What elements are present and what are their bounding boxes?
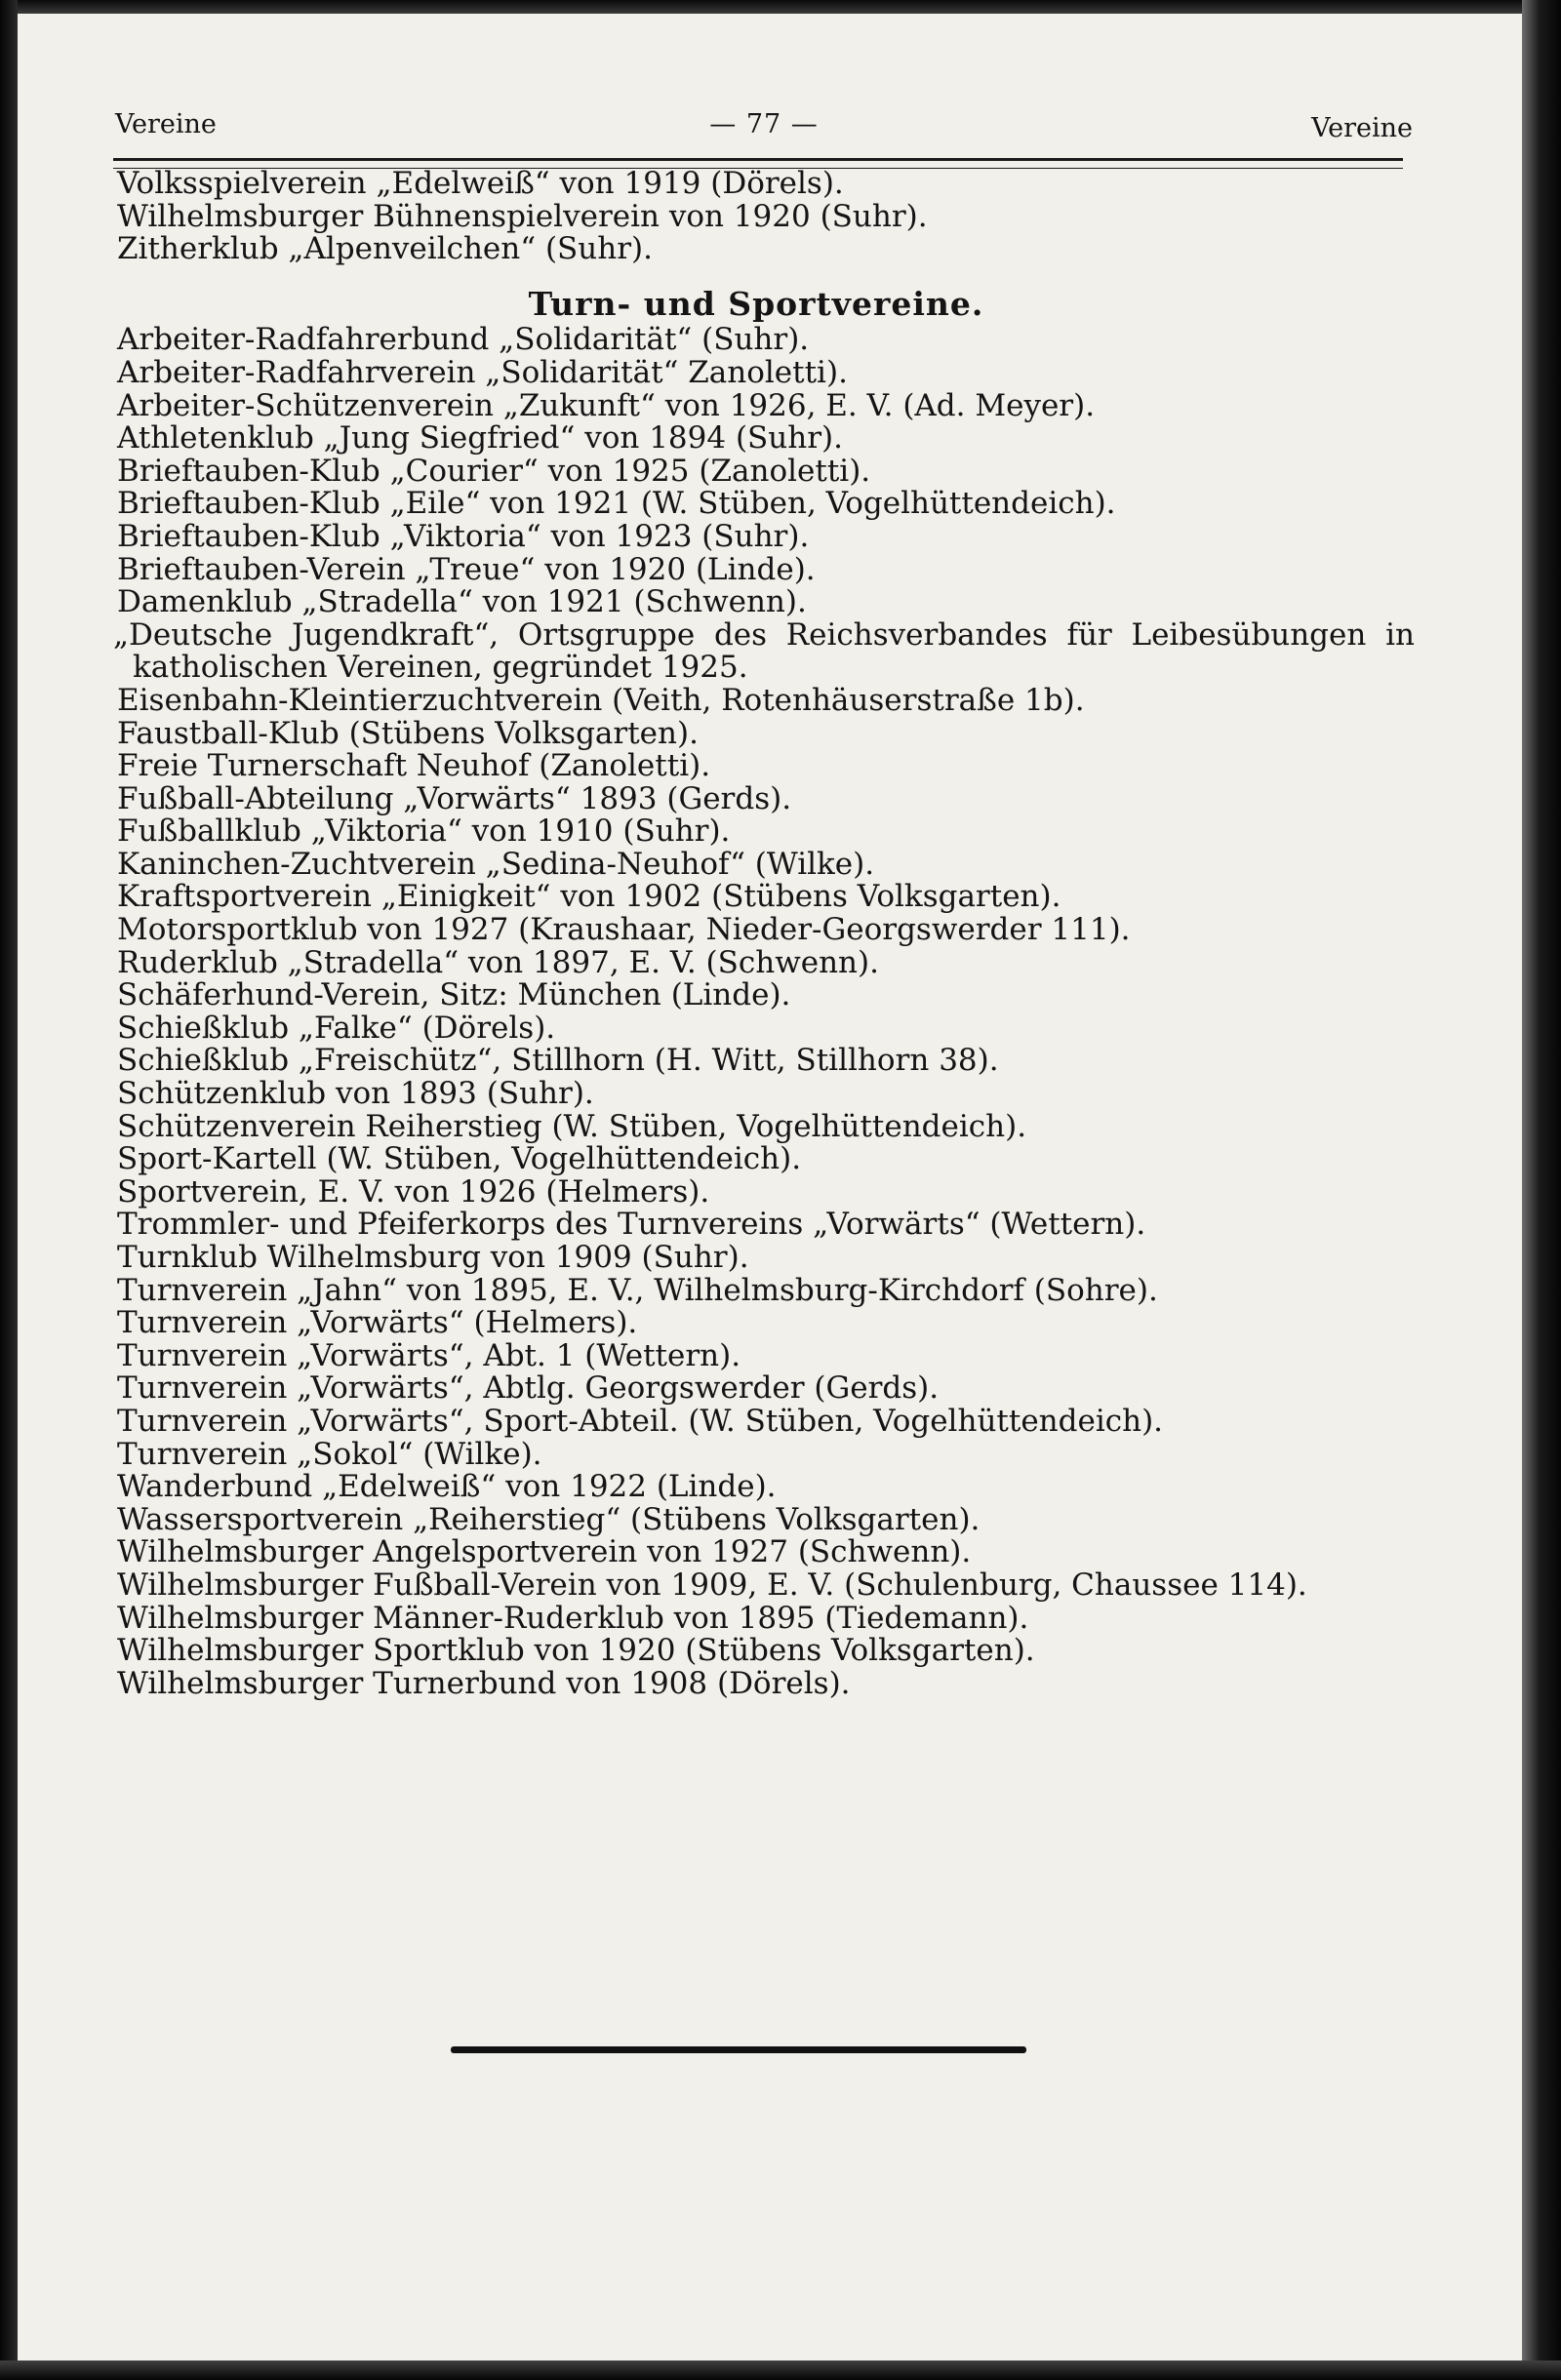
list-item: Schäferhund-Verein, Sitz: München (Linde). xyxy=(117,977,791,1013)
sports-club-entries xyxy=(98,324,1415,1700)
list-item: Kraftsportverein „Einigkeit“ von 1902 (Stübens Volksgarten). xyxy=(117,879,1061,915)
list-item: Schützenklub von 1893 (Suhr). xyxy=(117,1076,594,1112)
list-item: Wanderbund „Edelweiß“ von 1922 (Linde). xyxy=(117,1469,777,1505)
list-item: Schießklub „Freischütz“, Stillhorn (H. Witt, Stillhorn 38). xyxy=(117,1043,999,1079)
list-item: „Deutsche Jugendkraft“, Ortsgruppe des Reichsverbandes für Leibesübungen in katholischen Vereinen, gegründet 1925. xyxy=(113,616,1415,686)
list-item: Sport-Kartell (W. Stüben, Vogelhüttendeich). xyxy=(117,1141,802,1177)
list-item: Wilhelmsburger Bühnenspielverein von 1920 (Suhr). xyxy=(117,198,928,234)
list-item: Turnverein „Vorwärts“ (Helmers). xyxy=(117,1305,638,1341)
page-number: — 77 — xyxy=(709,109,819,139)
list-item: Arbeiter-Radfahrverein „Solidarität“ Zanoletti). xyxy=(117,354,848,390)
list-item: Arbeiter-Radfahrerbund „Solidarität“ (Suhr). xyxy=(117,322,810,358)
header-right-title: Vereine xyxy=(1311,113,1413,143)
list-item: Sportverein, E. V. von 1926 (Helmers). xyxy=(117,1173,710,1210)
list-item: Turnverein „Sokol“ (Wilke). xyxy=(117,1436,542,1472)
scan-border-left xyxy=(0,0,18,2380)
list-item: Trommler- und Pfeiferkorps des Turnvereins „Vorwärts“ (Wettern). xyxy=(117,1207,1146,1243)
list-item: Wilhelmsburger Männer-Ruderklub von 1895 (Tiedemann). xyxy=(117,1600,1029,1636)
list-item: Fußballklub „Viktoria“ von 1910 (Suhr). xyxy=(117,813,731,850)
list-item: Turnverein „Vorwärts“, Abt. 1 (Wettern). xyxy=(117,1337,741,1373)
list-item: Wilhelmsburger Fußball-Verein von 1909, E. V. (Schulenburg, Chaussee 114). xyxy=(117,1567,1307,1603)
list-item: Fußball-Abteilung „Vorwärts“ 1893 (Gerds). xyxy=(117,780,792,816)
list-item: Kaninchen-Zuchtverein „Sedina-Neuhof“ (Wilke). xyxy=(117,846,875,882)
scan-border-bottom xyxy=(0,2360,1561,2380)
list-item: Zitherklub „Alpenveilchen“ (Suhr). xyxy=(117,231,653,267)
list-item: Wassersportverein „Reiherstieg“ (Stübens Volksgarten). xyxy=(117,1501,981,1537)
scan-border-top xyxy=(0,0,1561,14)
list-item: Turnverein „Vorwärts“, Abtlg. Georgswerder (Gerds). xyxy=(117,1370,940,1407)
list-item: Brieftauben-Klub „Courier“ von 1925 (Zanoletti). xyxy=(117,453,871,489)
header-left-title: Vereine xyxy=(115,109,217,139)
list-item: Wilhelmsburger Angelsportverein von 1927 (Schwenn). xyxy=(117,1534,972,1570)
list-item: Eisenbahn-Kleintierzuchtverein (Veith, Rotenhäuserstraße 1b). xyxy=(117,682,1085,718)
list-item: Damenklub „Stradella“ von 1921 (Schwenn). xyxy=(117,584,807,620)
list-item: Brieftauben-Klub „Eile“ von 1921 (W. Stüben, Vogelhüttendeich). xyxy=(117,486,1116,522)
list-item: Ruderklub „Stradella“ von 1897, E. V. (Schwenn). xyxy=(117,944,879,980)
list-item: Athletenklub „Jung Siegfried“ von 1894 (Suhr). xyxy=(117,420,843,456)
running-header xyxy=(115,109,1413,148)
list-item: Arbeiter-Schützenverein „Zukunft“ von 1926, E. V. (Ad. Meyer). xyxy=(117,387,1096,423)
list-item: Brieftauben-Klub „Viktoria“ von 1923 (Suhr). xyxy=(117,518,810,554)
list-item: Schützenverein Reiherstieg (W. Stüben, Vogelhüttendeich). xyxy=(117,1108,1027,1144)
list-item: Freie Turnerschaft Neuhof (Zanoletti). xyxy=(117,748,711,784)
list-item: Turnverein „Vorwärts“, Sport-Abteil. (W. Stüben, Vogelhüttendeich). xyxy=(117,1403,1164,1439)
list-item: Schießklub „Falke“ (Dörels). xyxy=(117,1010,556,1046)
list-item: Faustball-Klub (Stübens Volksgarten). xyxy=(117,715,699,751)
list-item: Turnverein „Jahn“ von 1895, E. V., Wilhelmsburg-Kirchdorf (Sohre). xyxy=(117,1272,1158,1308)
list-item: Volksspielverein „Edelweiß“ von 1919 (Dörels). xyxy=(117,166,844,201)
scan-border-right xyxy=(1522,0,1561,2380)
intro-entries xyxy=(98,168,1415,266)
closing-rule xyxy=(451,2046,1026,2053)
club-list xyxy=(98,168,1415,1700)
list-item: Wilhelmsburger Turnerbund von 1908 (Dörels). xyxy=(117,1665,851,1701)
list-item: Brieftauben-Verein „Treue“ von 1920 (Linde). xyxy=(117,551,816,587)
section-heading: Turn- und Sportvereine. xyxy=(528,284,984,323)
list-item: Motorsportklub von 1927 (Kraushaar, Nieder-Georgswerder 111). xyxy=(117,912,1131,948)
list-item: Turnklub Wilhelmsburg von 1909 (Suhr). xyxy=(117,1240,749,1275)
list-item: Wilhelmsburger Sportklub von 1920 (Stübens Volksgarten). xyxy=(117,1633,1035,1669)
